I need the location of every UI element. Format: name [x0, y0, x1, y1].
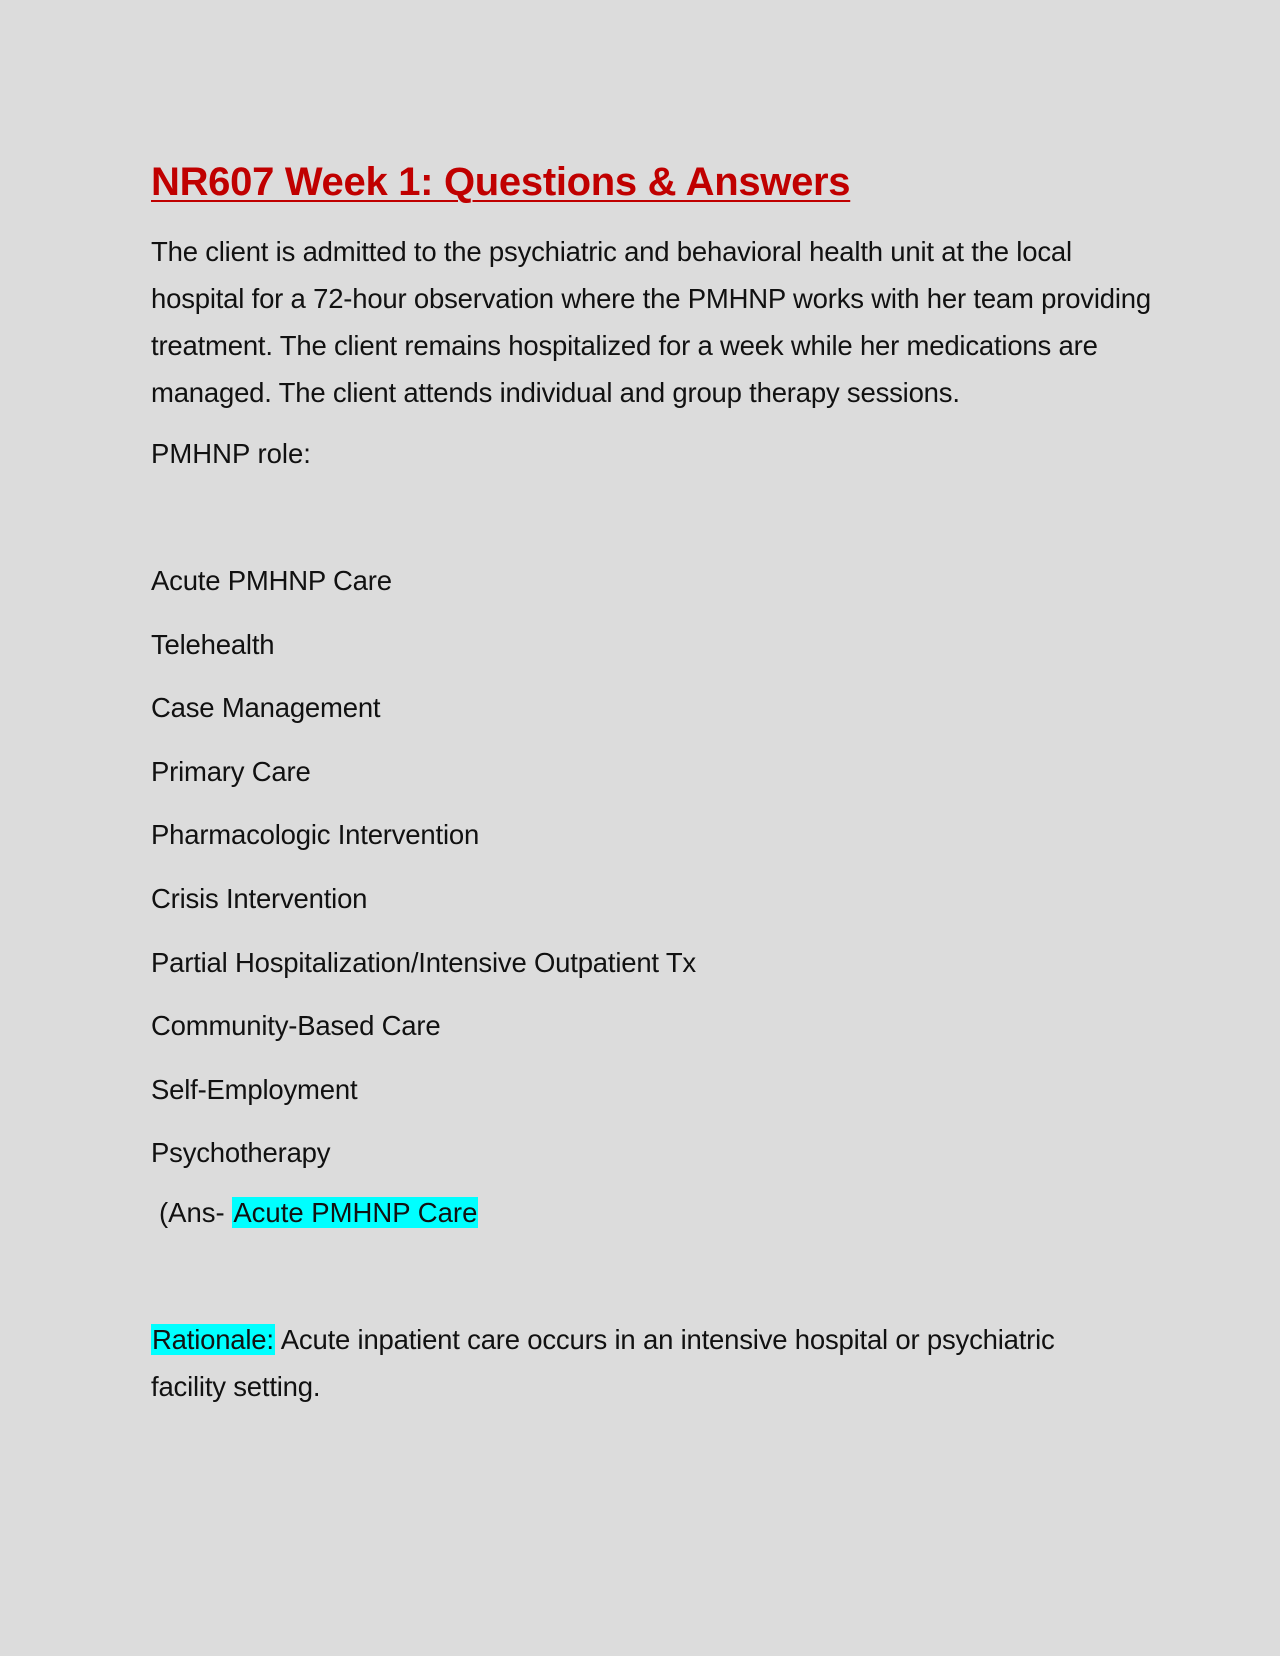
- answer-line: [151, 1193, 1151, 1233]
- list-item: Psychotherapy: [151, 1137, 331, 1169]
- list-item: Acute PMHNP Care: [151, 565, 392, 596]
- list-item: Crisis Intervention: [151, 882, 368, 914]
- list-item: Partial Hospitalization/Intensive Outpatient Tx: [151, 946, 696, 978]
- rationale-label: Rationale:: [152, 1323, 274, 1355]
- list-item: Pharmacologic Intervention: [151, 819, 480, 851]
- document-page: [151, 150, 1151, 1410]
- list-item: Case Management: [151, 692, 381, 724]
- list-item: Primary Care: [151, 755, 311, 787]
- answer-highlight: Acute PMHNP Care: [233, 1196, 478, 1228]
- rationale-paragraph: [151, 1316, 1111, 1410]
- list-item: Telehealth: [151, 628, 275, 660]
- page-title: NR607 Week 1: Questions & Answers: [151, 160, 851, 204]
- rationale-text: Acute inpatient care occurs in an intensive hospital or psychiatric facility setting.: [151, 1323, 1055, 1402]
- question-stem: The client is admitted to the psychiatric and behavioral health unit at the local hospital for a 72-hour observation where the PMHNP works with her team providing treatment. The client remains hospitalized for a week while her medications are managed. The client attends individual and group therapy sessions.: [151, 236, 1151, 408]
- role-label: PMHNP role:: [151, 438, 311, 469]
- list-item: Self-Employment: [151, 1073, 358, 1105]
- list-item: Community-Based Care: [151, 1010, 441, 1042]
- answer-prefix: (Ans-: [159, 1196, 225, 1228]
- answer-options-list: [151, 557, 1151, 1193]
